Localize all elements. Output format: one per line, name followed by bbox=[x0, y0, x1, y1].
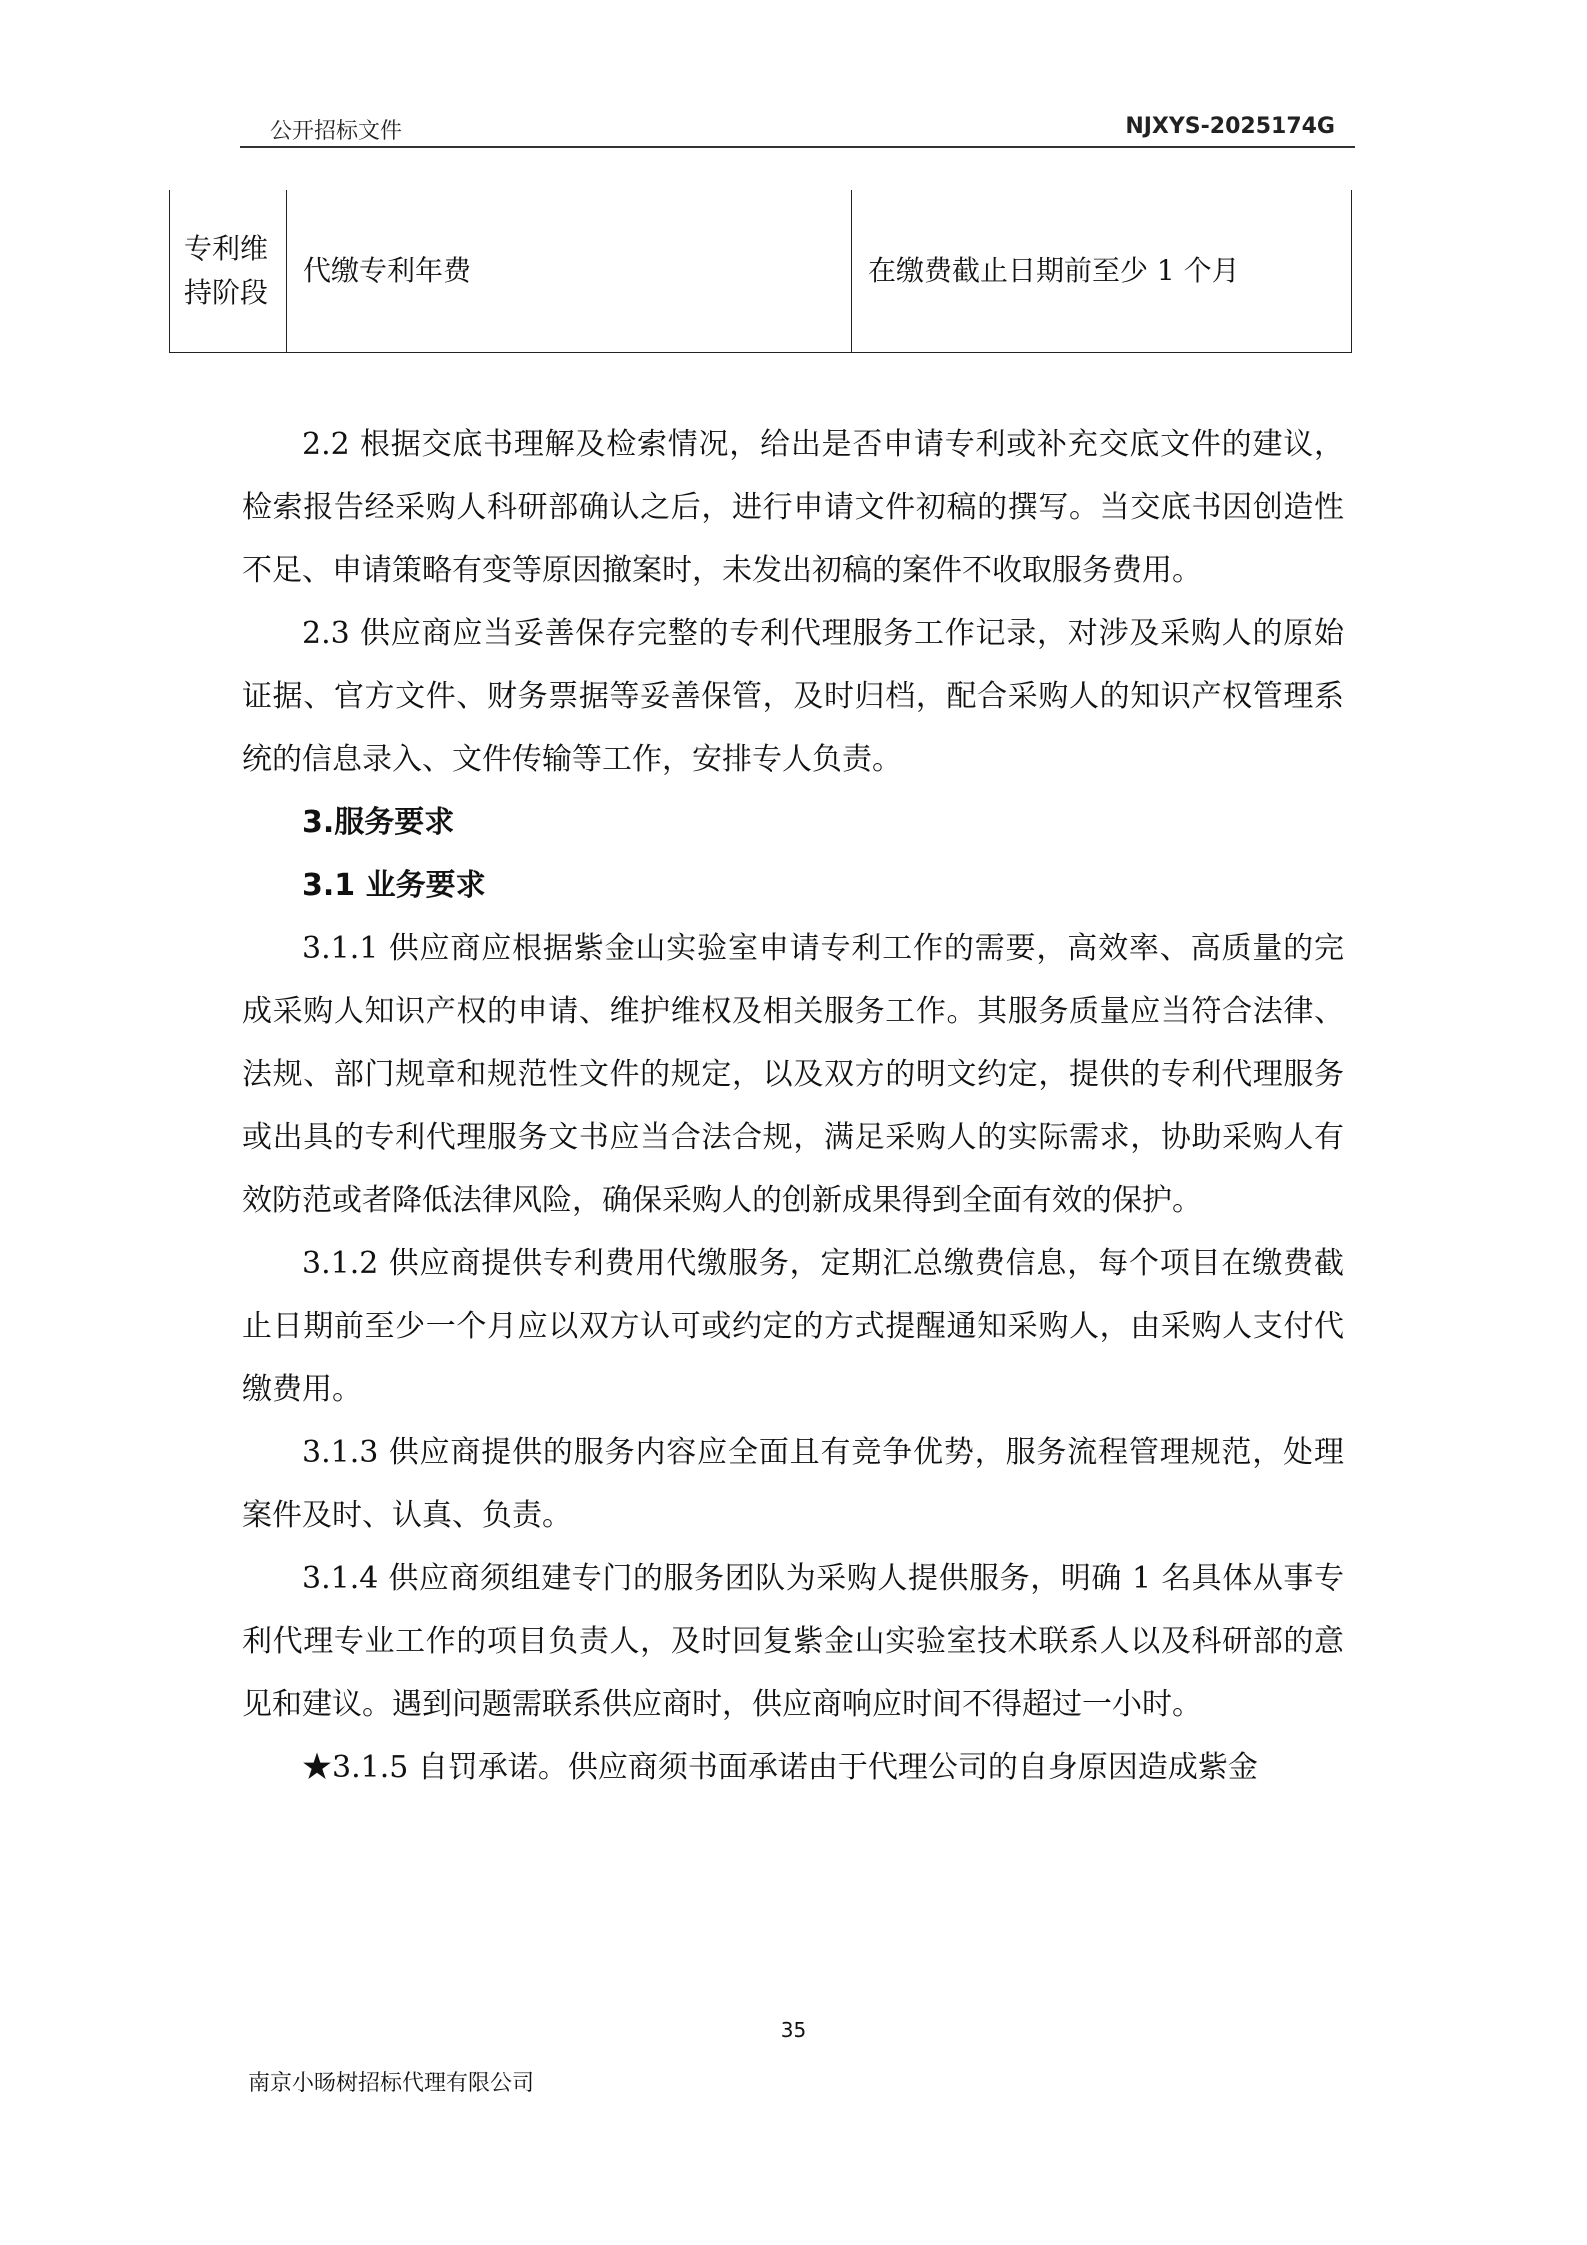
paragraph-3-1-1: 3.1.1 供应商应根据紫金山实验室申请专利工作的需要，高效率、高质量的完成采购人知识产权的申请、维护维权及相关服务工作。其服务质量应当符合法律、法规、部门规章和规范性文件的规定，以及双方的明文约定，提供的专利代理服务或出具的专利代理服务文书应当合法合规，满足采购人的实际需求，协助采购人有效防范或者降低法律风险，确保采购人的创新成果得到全面有效的保护。 bbox=[242, 931, 1344, 1218]
footer-company: 南京小旸树招标代理有限公司 bbox=[248, 2071, 535, 2096]
section-heading-3: 3.服务要求 bbox=[302, 805, 455, 840]
page-number: 35 bbox=[780, 2018, 807, 2042]
section-heading-3-1: 3.1 业务要求 bbox=[302, 868, 486, 903]
table-row bbox=[170, 190, 1352, 353]
table-cell-deadline: 在缴费截止日期前至少 1 个月 bbox=[852, 190, 1352, 353]
table-cell-service: 代缴专利年费 bbox=[287, 190, 852, 353]
paragraph-2-3: 2.3 供应商应当妥善保存完整的专利代理服务工作记录，对涉及采购人的原始证据、官方文件、财务票据等妥善保管，及时归档，配合采购人的知识产权管理系统的信息录入、文件传输等工作，安排专人负责。 bbox=[242, 616, 1344, 777]
page-header bbox=[240, 112, 1355, 148]
paragraph-3-1-3: 3.1.3 供应商提供的服务内容应全面且有竞争优势，服务流程管理规范，处理案件及时、认真、负责。 bbox=[242, 1435, 1344, 1533]
body-content bbox=[242, 413, 1344, 1799]
header-doc-number: NJXYS-2025174G bbox=[1125, 114, 1335, 139]
paragraph-3-1-2: 3.1.2 供应商提供专利费用代缴服务，定期汇总缴费信息，每个项目在缴费截止日期前至少一个月应以双方认可或约定的方式提醒通知采购人，由采购人支付代缴费用。 bbox=[242, 1246, 1344, 1407]
paragraph-3-1-5: ★3.1.5 自罚承诺。供应商须书面承诺由于代理公司的自身原因造成紫金 bbox=[302, 1750, 1258, 1785]
paragraph-2-2: 2.2 根据交底书理解及检索情况，给出是否申请专利或补充交底文件的建议，检索报告经采购人科研部确认之后，进行申请文件初稿的撰写。当交底书因创造性不足、申请策略有变等原因撤案时，未发出初稿的案件不收取服务费用。 bbox=[242, 427, 1344, 588]
header-doc-type: 公开招标文件 bbox=[270, 119, 403, 144]
paragraph-3-1-4: 3.1.4 供应商须组建专门的服务团队为采购人提供服务，明确 1 名具体从事专利代理专业工作的项目负责人，及时回复紫金山实验室技术联系人以及科研部的意见和建议。遇到问题需联系供应商时，供应商响应时间不得超过一小时。 bbox=[242, 1561, 1344, 1722]
service-table bbox=[169, 190, 1352, 353]
table-cell-stage: 专利维持阶段 bbox=[170, 190, 287, 353]
